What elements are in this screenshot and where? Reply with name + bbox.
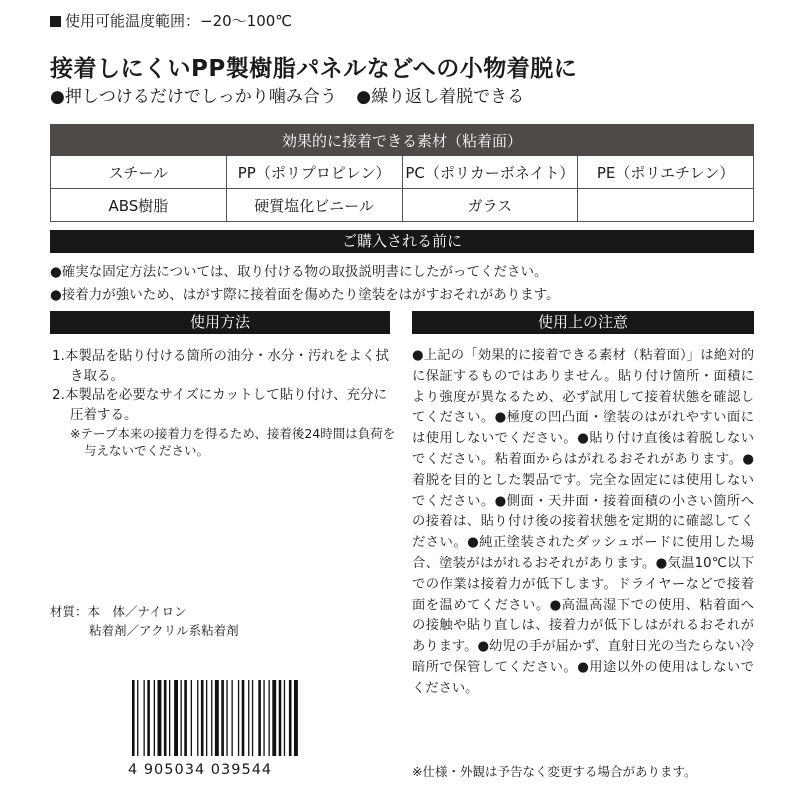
material-cell: ガラス xyxy=(402,189,578,222)
material-cell: 硬質塩化ビニール xyxy=(226,189,402,222)
material-label: 材質： xyxy=(50,604,88,619)
material-adhesive: 粘着剤／アクリル系粘着剤 xyxy=(89,623,239,638)
barcode xyxy=(128,680,364,756)
feature-point: ●押しつけるだけでしっかり噛み合う xyxy=(50,87,337,107)
material-cell: スチール xyxy=(51,156,227,189)
barcode-graphic xyxy=(128,680,364,756)
material-cell: PP（ポリプロピレン） xyxy=(226,156,402,189)
feature-point: ●繰り返し着脱できる xyxy=(356,87,525,107)
usage-header: 使用方法 xyxy=(50,311,390,334)
material-spec xyxy=(50,602,239,640)
caution-text: ●上記の「効果的に接着できる素材（粘着面）」は絶対的に保証するものではありません。貼り付け箇所・面積により強度が異なるため、必ず試用して接着状態を確認してください。●極度の凹凸面・塗装のはがれやすい面には使用しないでください。●貼り付け直後は着脱しないでください。粘着面からはがれるおそれがあります。●着脱を目的とした製品です。完全な固定には使用しないでください。●側面・天井面・接着面積の小さい箇所への接着は、貼り付け後の接着状態を定期的に確認してください。●純正塗装されたダッシュボードに使用した場合、塗装がはがれるおそれがあります。●気温10℃以下での作業は接着力が低下します。ドライヤーなどで接着面を温めてください。●高温高湿下での使用、粘着面への接触や貼り直しは、接着力が低下しはがれるおそれがあります。●幼児の手が届かず、直射日光の当たらない冷暗所で保管してください。●用途以外の使用はしないでください。 xyxy=(412,348,754,696)
material-body: 本 体／ナイロン xyxy=(87,604,187,619)
material-cell xyxy=(578,189,754,222)
usage-note: ※テープ本来の接着力を得るため、接着後24時間は負荷を与えないでください。 xyxy=(70,426,396,458)
before-purchase-item: ●接着力が強いため、はがす際に接着面を傷めたり塗装をはがすおそれがあります。 xyxy=(50,287,560,303)
materials-title: 効果的に接着できる素材（粘着面） xyxy=(51,125,754,156)
before-purchase-header: ご購入される前に xyxy=(50,230,754,253)
temperature-range xyxy=(50,10,292,31)
usage-instructions xyxy=(52,347,397,459)
material-cell: PC（ポリカーボネイト） xyxy=(402,156,578,189)
caution-header: 使用上の注意 xyxy=(412,311,754,334)
barcode-number: 4 905034 039544 xyxy=(128,762,273,778)
temperature-text: 使用可能温度範囲：−20〜100℃ xyxy=(65,12,293,30)
materials-table xyxy=(50,124,754,222)
material-cell: ABS樹脂 xyxy=(51,189,227,222)
material-cell: PE（ポリエチレン） xyxy=(578,156,754,189)
square-icon xyxy=(50,16,61,27)
usage-step: 1.本製品を貼り付ける箇所の油分・水分・汚れをよく拭き取る。 xyxy=(52,348,389,384)
footer-note: ※仕様・外観は予告なく変更する場合があります。 xyxy=(412,764,697,779)
headline: 接着しにくいPP製樹脂パネルなどへの小物着脱に xyxy=(50,56,578,82)
feature-points xyxy=(50,82,538,107)
usage-step: 2.本製品を必要なサイズにカットして貼り付け、充分に圧着する。 xyxy=(52,387,388,423)
before-purchase-item: ●確実な固定方法については、取り付ける物の取扱説明書にしたがってください。 xyxy=(50,264,548,280)
